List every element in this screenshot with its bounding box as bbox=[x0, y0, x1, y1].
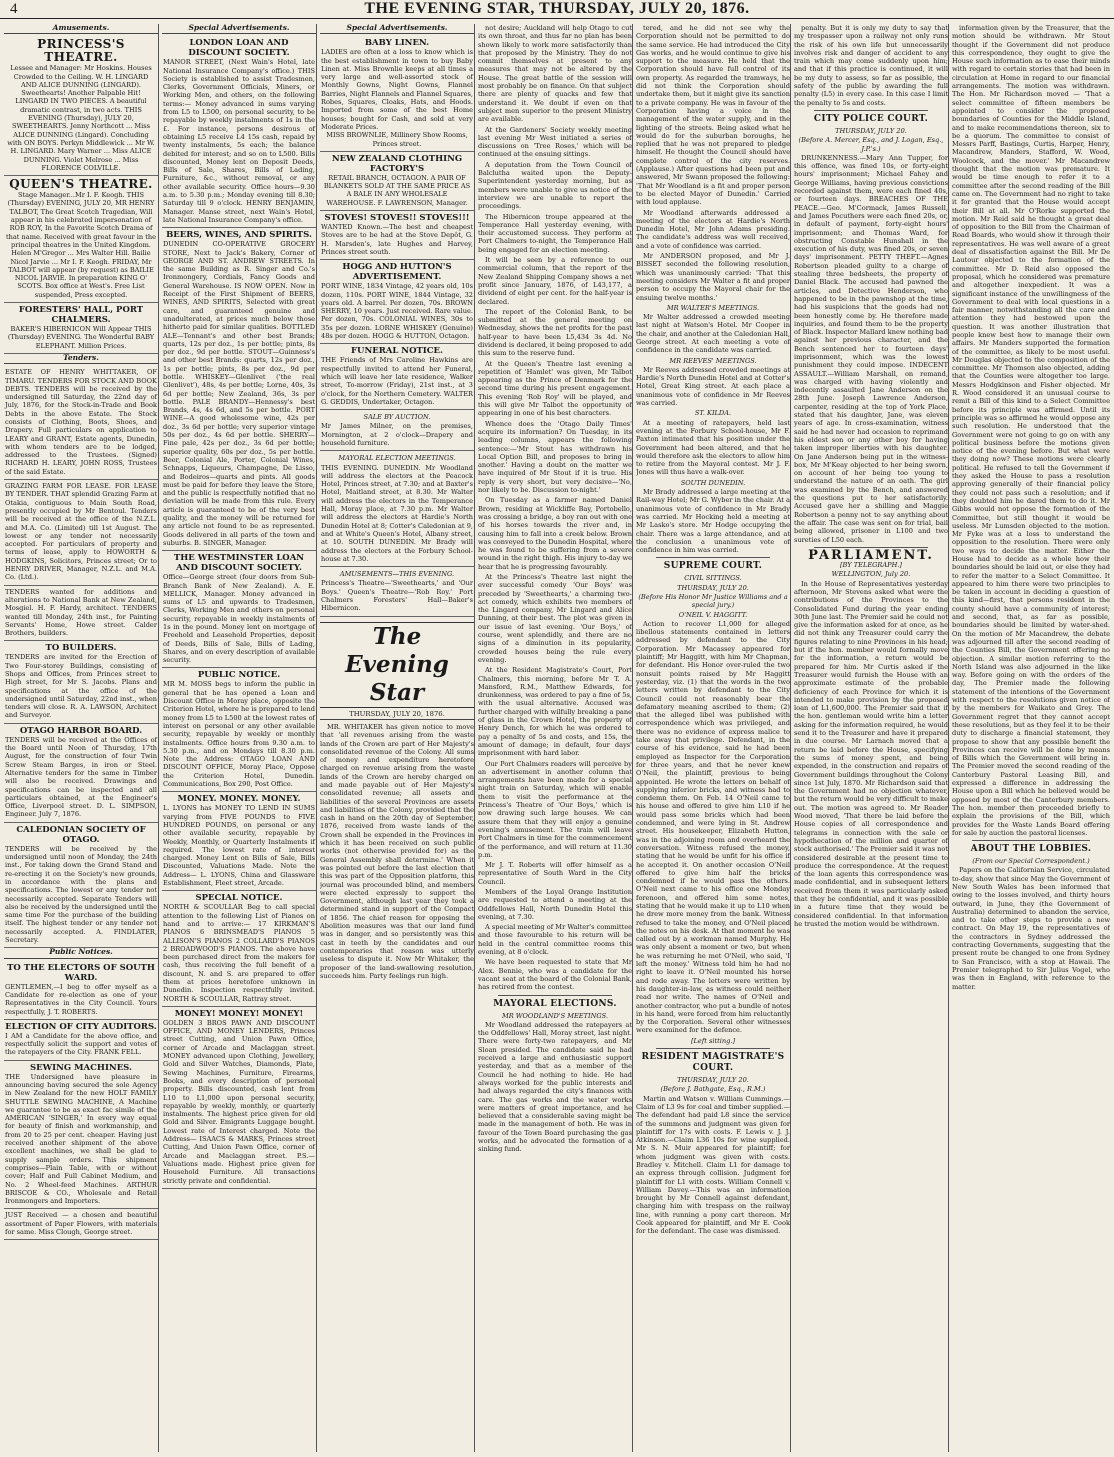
amusements-notice bbox=[320, 567, 474, 616]
ad-title: STOVES! STOVES!! STOVES!!! bbox=[324, 213, 470, 224]
ad-title: PUBLIC NOTICE. bbox=[197, 670, 281, 681]
cooperative-grocery-ad bbox=[162, 228, 316, 551]
whittaker-estate-ad bbox=[4, 366, 158, 480]
caledonian-society-ad bbox=[4, 823, 158, 949]
princess-theatre-ad bbox=[4, 36, 158, 176]
ad-title: SEWING MACHINES. bbox=[30, 1062, 132, 1073]
foresters-hall-ad bbox=[4, 303, 158, 354]
ad-body: Lessee and Manager: Mr Hoskins. Houses Crowded to the Ceiling. W. H. LINGARD AND ALICE DUNNING (LINGARD). Sweethearts! Another Palpable Hit! LINGARD IN TWO PIECES. A beautiful dramatic contrast, in two acts. THIS EVENING (Thursday), JULY 20, SWEETHEARTS. Jenny Northcott ... Miss ALICE DUNNING (Lingard). Concluding with ON BOYS. Perkyn Middlewick ... Mr W. H. LINGARD. Mary Warner ... Miss ALICE DUNNING. Violet Melrose ... Miss FLORENCE COLVILLE. bbox=[7, 64, 155, 172]
sale-by-auction bbox=[320, 410, 474, 451]
ad-title: MONEY! MONEY! MONEY! bbox=[174, 1008, 304, 1019]
ad-title: TO BUILDERS. bbox=[45, 643, 117, 654]
ad-body: TENDERS are invited for the Erection of Two Four-storey Buildings, consisting of Shops and Offices, from Princes street to High street, for Mr S. Jacobs. Plans and specifications at the office of the undersigned until Saturday, 22nd inst., when tenders will close. R. A. LAWSON, Architect and Surveyor. bbox=[5, 653, 157, 720]
westminster-loan-ad bbox=[162, 551, 316, 668]
court-bench: (Before His Honor Mr Justice Williams and a special jury.) bbox=[638, 593, 788, 610]
subheading: ST. KILDA. bbox=[694, 409, 732, 418]
london-loan-ad bbox=[162, 36, 316, 228]
mayoral-meetings-notice bbox=[320, 451, 474, 567]
article-paragraph: The Hibernicon troupe appeared at the Temperance Hall yesterday evening, with their accustomed success. They perform at Port Chalmers to-night, the Temperance Hall being engaged for an election meeting. bbox=[478, 212, 632, 254]
ad-body: Princess's Theatre—'Sweethearts,' and 'Our Boys.' Queen's Theatre—'Rob Roy.' Port Chalmers Foresters' Hall—Baker's Hibernicon. bbox=[321, 579, 473, 613]
ad-title: SPECIAL NOTICE. bbox=[195, 893, 283, 904]
page-number: 4 bbox=[10, 1, 18, 17]
newspaper-columns bbox=[4, 24, 1110, 1452]
article-paragraph: Action to recover L1,000 for alleged libellous statements contained in letters addressed by defendant to the City Corporation. Mr Macassey appeared for plaintiff; Mr Haggitt, with him Mr Chapman, for defendant. His Honor over-ruled the two nonsuit points raised by Mr Haggitt yesterday, viz. (1) that the words in the two letters written by defendant to the City Council could not reasonably bear the defamatory meaning ascribed to them; (2) that the alleged libel was published with correspondence which was privileged, and there was no evidence of express malice to take away that privilege. Defendant, in the course of his evidence, said he had been employed as Inspector for the Corporation for three years, and that he never knew O'Neil, the plaintiff, previous to being appointed. He wrote the letters on behalf of supplying inferior bricks, and witness had to condemn them. On Feb. 14 O'Neil came to his house and offered to give him L10 if he would pass some bricks which had been condemned, and were lying in St. Andrew street. His housekeeper, Elizabeth Hutton, was in the adjoining room and overheard the conversation. Witness refused the money, stating that he would be unfit for his office if he accepted it. On another occasion O'Neil offered to give him half the bricks condemned if he would pass the others. O'Neil next came to his office one Monday forenoon, and offered him some notes, stating that he would make it up to L10 when he drew more money from the bank. Witness refused to take the money, and O'Neil placed the notes on his desk. At that moment he was called out by a workman named Murphy. He was only absent a moment or two, but when he was returning he met O'Neil, who said, 'I left the money.' Witness told him he had no right to leave it. O'Neil mounted his horse and rode away. The letters were written by his daughter-in-law, as witness could neither read nor write. The names of O'Neil and another contractor, who put a bundle of notes in his hand, were forced from him reluctantly by the Corporation. Several other witnesses were examined for the defence. bbox=[636, 619, 790, 1035]
police-court-heading: CITY POLICE COURT. bbox=[813, 113, 929, 124]
article-paragraph: Mr Walter addressed a crowded meeting last night at Watson's Hotel. Mr Cooper in the chair, and another at the Caledonian Hall, George street. At each meeting a vote of confidence in the candidate was carried. bbox=[636, 313, 790, 355]
article-paragraph: Mr Reeves addressed crowded meetings at Hardie's North Dunedin Hotel and at Cotter's Hotel, Great King street. At each place a unanimous vote of confidence in Mr Reeves was carried. bbox=[636, 365, 790, 408]
article-paragraph: At the Queen's Theatre last evening a repetition of 'Hamlet' was given, Mr Talbot appearing as the Prince of Denmark for the second time during his present engagement. This evening 'Rob Roy' will be played, and this will give Mr Talbot the opportunity of appearing in one of his best characters. bbox=[478, 359, 632, 418]
column-4 bbox=[478, 24, 633, 1452]
section-heading-special-2: Special Advertisements. bbox=[320, 24, 474, 34]
divider bbox=[814, 110, 928, 111]
ad-body: RETAIL BRANCH, OCTAGON. A PAIR OF BLANKETS SOLD AT THE SAME PRICE AS A BALE IN ANY WHOLESALE WAREHOUSE. F. LAWRENSON, Manager. bbox=[323, 173, 471, 207]
stoves-ad bbox=[320, 211, 474, 260]
funeral-notice bbox=[320, 344, 474, 410]
about-the-lobbies-heading: ABOUT THE LOBBIES. bbox=[970, 844, 1092, 855]
article-paragraph: Mr Brady addressed a large meeting at the Rail-way Hotel; Mr G. Wyber in the chair. At a unanimous vote of confidence in Mr Brady was carried. Mr Hocking held a meeting at Mr Lasko's store. Mr Hodge occupying the chair. There was a large attendance, and at the conclusion a unanimous vote of confidence in him was carried. bbox=[636, 488, 790, 555]
court-bench: (Before A. Mercer, Esq., and J. Logan, Esq., J.P.'s.) bbox=[798, 136, 944, 153]
mayoral-elections-heading: MAYORAL ELECTIONS. bbox=[493, 998, 617, 1009]
ad-title: BABY LINEN. bbox=[364, 38, 430, 49]
ad-title: NEW ZEALAND CLOTHING FACTORY'S bbox=[331, 153, 463, 174]
subheading: MR REEVES' MEETINGS. bbox=[669, 356, 757, 365]
column-7 bbox=[952, 24, 1110, 1452]
paper-flowers-ad bbox=[4, 1209, 158, 1240]
baby-linen-ad bbox=[320, 36, 474, 152]
builders-ad bbox=[4, 641, 158, 723]
ad-body: L. LYONS has MONEY TO LEND IN SUMS varying from FIVE POUNDS to FIVE HUNDRED POUNDS, on personal or any other available security, repayable by Weekly, Monthly, or Quarterly Instalments if required. The lowest rate of interest charged. Money Lent on Bills of Sale, Bills Discounted, Valuations Made. Note the Address— L. LYONS, China and Glassware Establishment, Fleet street, Arcade. bbox=[163, 804, 315, 888]
column-1 bbox=[4, 24, 159, 1452]
issue-date: THURSDAY, JULY 20, 1876. bbox=[320, 709, 474, 720]
article-paragraph: The report of the Colonial Bank, to be submitted at the general meeting on Wednesday, shows the net profits for the past half-year to have been L5,434 3s 4d. No dividend is declared, it being proposed to add this sum to the reserve fund. bbox=[478, 307, 632, 358]
ad-body: LADIES are often at a loss to know which is the best establishment in town to buy Baby Linen at. Miss Brownlie keeps at all times a very large and well-assorted stock of Monthly Gowns, Night Gowns, Flannel Barries, Night Flannels and Flannel Squares, Robes, Squares, Cloaks, Hats, and Hoods. Imported from some of the best Home houses; bought for Cash, and sold at very Moderate Prices. bbox=[321, 48, 473, 131]
column-3 bbox=[320, 24, 475, 1452]
pianos-ad bbox=[162, 891, 316, 1007]
article-paragraph: At the Resident Magistrate's Court, Port Chalmers, this morning, before Mr T. A. Mansford, R.M., Matthew Edwards, for drunkenness, was ordered to pay a fine of 5s, with the usual alternative. Accused was further charged with wilfully breaking a pane of glass in the Crown Hotel, the property of Henry Dench, for which he was ordered to pay a penalty of 5s and costs, and 15s, the amount of damage; in default, four days' imprisonment with hard labor. bbox=[478, 666, 632, 758]
queens-theatre-ad bbox=[4, 176, 158, 303]
pawn-office-ad bbox=[162, 1007, 316, 1189]
court-date: THURSDAY, JULY 20. bbox=[677, 1076, 749, 1085]
ad-body: WANTED Known.—The best and cheapest Stoves are to be had at the Stove Depôt, G. H. Marsden's, late Hughes and Harvey, Princes street south. bbox=[321, 223, 473, 256]
public-notice-ad bbox=[162, 668, 316, 792]
subheading: CIVIL SITTINGS. bbox=[684, 574, 742, 583]
article-paragraph: We have been requested to state that Mr Alex. Bennie, who was a candidate for the vacant seat at the board of the Colonial Bank, has retired from the contest. bbox=[478, 958, 632, 992]
ad-body: THIS EVENING. DUNEDIN. Mr Woodland will address the electors at the Peacock Hotel, Princes street, at 7.30; and at Baxter's Hotel, Maitland street, at 8.30. Mr Walter will address the electors in the Temperance Hall, Moray place, at 7.30 p.m. Mr Walter will address the electors at Hardie's North Dunedin Hotel at 8; Cotter's Caledonian at 9, and at White's Queen's Hotel, Albany street, at 10. SOUTH DUNEDIN. Mr Brady will address the electors at the Forbury School-house at 7.30. bbox=[321, 463, 473, 563]
ad-body: THE Friends of Mrs Caroline Hawkins are respectfully invited to attend her Funeral, which will leave her late residence, Walker street, To-morrow (Friday), 21st inst., at 3 o'clock, for the Northern Cemetery. WALTER G. GEDDIS, Undertaker, Octagon. bbox=[321, 356, 473, 406]
ad-body: ESTATE OF HENRY WHITTAKER, OF TIMARU. TENDERS FOR STOCK AND BOOK DEBTS. TENDERS will be received by the undersigned till Saturday, the 22nd day of July, 1876, for the Stock-in-Trade and Book Debts in the above Estate. The Stock consists of Clothing, Boots, Shoes, and Drapery. Full particulars on application to LEARY and GRANT, Estate agents, Dunedin, with whom tenders are to be lodged, addressed to the Trustees. (Signed) RICHARD H. LEARY, JOHN ROSS, Trustees of the said Estate. bbox=[5, 368, 157, 476]
ad-body: PORT WINE, 1834 Vintage, 42 years old, 10s dozen, 110s. PORT WINE, 1844 Vintage, 32 years old. A barrel. Per dozen, 70s. BROWN SHERRY, 10 years. Just received. Rare value. Per dozen, 70s. COLONIAL WINES, 30s to 35s per dozen. LORNE WHISKEY (Genuine) 48s per dozen. HOGG & HUTTON, Octagon. bbox=[321, 282, 473, 341]
newspaper-flag: The Evening Star bbox=[320, 622, 474, 708]
ad-body: JUST Received — a chosen and beautiful assortment of Paper Flowers, with materials for same. Miss Clough, George street. bbox=[5, 1211, 157, 1237]
column-5 bbox=[636, 24, 791, 1452]
divider bbox=[498, 995, 612, 996]
ad-title: LONDON LOAN AND DISCOUNT SOCIETY. bbox=[188, 38, 290, 59]
article-paragraph: In the House of Representatives yesterday afternoon, Mr Stevens asked what were the contributions of the Provinces to the Consolidated Fund during the year ending 30th June last. The Premier said he could not give the information asked for at once, as he did not think any Treasurer could carry the figures relating to nine Provinces in his head; but if the hon. member would formally move for the information, a return would be prepared for him. Mr Curtis asked if the Treasurer would furnish the House with an approximate estimate of the probable deficiency of each Province for which it is intended to make provision by the proposed loan of L1,600,000. The Premier said that if the hon. gentleman would write him a letter asking for the information required, he would send it to the Treasurer and have it prepared in due course. Mr Larnach moved that a return be laid before the House, specifying the sums of money spent, and being expended, in the construction and repairs of Government buildings throughout the Colony since 1st July, 1870. Mr Richardson said that the Government had no objection whatever, but the return would be very difficult to make out. The motion was agreed to. Mr Reader Wood moved, 'That there be laid before the House copies of all correspondence and telegrams in connection with the sale or hypothecation of the million and quarter of stock authorised.' The Premier said it was not considered desirable at the present time to produce the correspondence. At the request of the loan agents this correspondence was made confidential, and in subsequent letters received from them it was particularly asked that they be confidential, and it was possible in a future time that they would be considered confidential. In that information he trusted the motion would be withdrawn. bbox=[794, 579, 948, 928]
article-paragraph: DRUNKENNESS.—Mary Ann Tupper, for this offence, was fined 10s, or forty-eight hours' imprisonment; Michael Fahey and George Williams, having previous convictions recorded against them, were each fined 40s, or fourteen days. BREACHES OF THE PEACE.—Geo. M'Cormack, James Russell, and James Pocuthers were each fined 20s, or, in default of payment, forty-eight hours' imprisonment; and Thomas Ward, for obstructing Constable Hunshall in the execution of his duty, was fined 20s, or seven days' imprisonment. PETTY THEFT.—Agnes Robertson pleaded guilty to a charge of stealing three bedsheets, the property of Daniel Black. The accused had pawned the articles, and Detective Henderson, who happened to be in the pawnshop at the time, had his suspicions that the goods had not been honestly come by. He therefore made inquiries, and found them to be the property of Black. Inspector Mallard knew nothing bad against her previous character, and the Bench sentenced her to fourteen days' imprisonment, which was the lowest punishment they could impose. INDECENT ASSAULT.—William Marshall, on remand, was charged with having violently and indecently assaulted Jane Anderson on the 28th June. Joseph Lawrence Anderson, carpenter, residing at the top of York Place, stated that his daughter, Jane, was eleven years of age. In cross-examination, witness said he had never had occasion to reprimand his eldest son or any other boy for having taken improper liberties with his daughter. On Jane Anderson being put in the witness-box, Mr M'Keay objected to her being sworn, on account of her being too young to understand the nature of an oath. The girl was examined by the Bench, and answered the questions put to her satisfactorily. Accused gave her a shilling and Maggie Robertson a penny not to say anything about the affair. The case was sent on for trial, bail being allowed, prisoner in L100 and two sureties of L50 each. bbox=[794, 153, 948, 544]
ad-title: FORESTERS' HALL, PORT CHALMERS. bbox=[18, 305, 144, 326]
ad-body: Mr James Milner, on the premises, Mornington, at 2 o'clock—Drapery and household furniture. bbox=[321, 422, 473, 447]
ad-title: PRINCESS'S THEATRE. bbox=[37, 37, 125, 65]
article-paragraph: Members of the Loyal Orange Institution are requested to attend a meeting at the Oddfellows Hall, North Dunedin Hotel this evening, at 7.30. bbox=[478, 887, 632, 921]
ad-title: THE WESTMINSTER LOAN AND DISCOUNT SOCIETY. bbox=[173, 553, 305, 574]
subheading: (From our Special Correspondent.) bbox=[972, 857, 1090, 866]
supreme-court-heading: SUPREME COURT. bbox=[663, 561, 763, 572]
section-heading-amusements: Amusements. bbox=[4, 24, 158, 34]
article-paragraph: Mr J. T. Roberts will offer himself as a representative of South Ward in the City Council. bbox=[478, 861, 632, 886]
column-6 bbox=[794, 24, 949, 1452]
electors-south-ward-ad bbox=[4, 961, 158, 1020]
dateline: WELLINGTON, July 20. bbox=[831, 570, 911, 579]
court-date: THURSDAY, JULY 20. bbox=[677, 583, 749, 592]
article-paragraph: At a meeting of ratepayers, held last evening at the Forbury School-house, Mr F. Paxton intimated that his position under the Government had been altered, and that he would therefore ask the electors to allow him to retire from the Mayoral contest. Mr J. F. Jones will thus have a walk-over. bbox=[636, 418, 790, 477]
ad-title: QUEEN'S THEATRE. bbox=[9, 177, 153, 192]
ad-body: MR M. MOSS begs to inform the public in general that he has opened a Loan and Discount Office in Moray place, opposite the Criterion Hotel, where he is prepared to lend money from L5 to L500 at the lowest rates of interest on personal or any other available security, repayable by weekly or monthly instalments. Office hours from 9.30 a.m. to 5.30 p.m., and on Mondays till 8.30 p.m. Note the Address: OTAGO LOAN AND DISCOUNT OFFICE, Moray Place, Oppose the Criterion Hotel, Dunedin. Communications, Box 290, Post Office. bbox=[163, 680, 315, 789]
article-paragraph: It will be seen by a reference to our commercial column, that the report of the New Zealand Shipping Company shows a net profit since January, 1876, of L43,177, a dividend of eight per cent. for the half-year is declared. bbox=[478, 256, 632, 306]
masthead bbox=[0, 0, 1114, 19]
article-paragraph: Mr Woodland afterwards addressed a meeting of the electors at Hardie's North Dunedin Hotel, Mr John Adams presiding. The candidate's address was well received, and a vote of confidence was carried. bbox=[636, 208, 790, 250]
article-paragraph: At the Princess's Theatre last night the ever successful comedy 'Our Boys' was preceded by 'Sweethearts,' a charming two-act comedy, which exhibits two members of the Lingard company, Mr Lingard and Alice Dunning, at their best. The plot was given in our issue of last evening. 'Our Boys,' of course, went splendidly, and there are no signs of a diminution in its popularity, crowded houses being the rule every evening. bbox=[478, 573, 632, 664]
article-paragraph: penalty. But it is only my duty to say that my trespasser upon a railway not only runs the risk of his own life but unnecessarily involves risk and danger of accident to any train which may come suddenly upon him; and that if this practice is continued, it will be my duty to assess, so far as possible, the safety of the public by awarding the full penalty (L5) in every case. In this case I limit the penalty to 5s and costs. bbox=[794, 24, 948, 107]
ad-body: BAKER'S HIBERNICON Will Appear THIS (Thursday) EVENING. The Wonderful BABY ELEPHANT. Million Prices. bbox=[7, 325, 155, 350]
court-bench: (Before J. Bathgate, Esq., R.M.) bbox=[660, 1085, 766, 1094]
column-2 bbox=[162, 24, 317, 1452]
divider bbox=[972, 840, 1090, 841]
ad-signature: MISS BROWNLIE, Millinery Show Rooms, Princes street. bbox=[326, 131, 468, 148]
left-sitting-note: [Left sitting.] bbox=[690, 1036, 736, 1045]
sewing-machines-ad bbox=[4, 1061, 158, 1210]
ad-body: THE Undersigned have pleasure in announcing having secured the sole Agency in New Zealand for the new HOLT FAMILY SHUTTLE SEWING MACHINE, A Machine we guarantee to be as exact fac simile of the AMERICAN 'SINGER,' In every way equal for beauty of finish and workmanship, and from 20 to 25 per cent. cheaper. Having just received another shipment of the above excellent machines, we shall be glad to supply sample orders. This shipment comprises—Plain Table, with or without cover; Half and Full Cabinet Medium, and No. 2 Wheel-feed Machines. ARTHUR BRISCOE & CO., Wholesale and Retail Ironmongers and Importers. bbox=[5, 1072, 157, 1206]
article-paragraph: Mr Woodland addressed the ratepayers at the Oddfellows' Hall, Moray street, last night. There were forty-two ratepayers, and Mr Sloan presided. The candidate said he had received a large and enthusiastic support yesterday, and that as a member of the Council he had nothing to hide. He had always worked for the public interests and had always regarded the city's finances with care. The gas works and the water works were matters of great importance, and he believed that a considerable saving might be made in the management of both. He was in favour of the Town Board purchasing the gas works, and he advocated the formation of a sinking fund. bbox=[478, 1020, 632, 1154]
money-lyons-ad bbox=[162, 792, 316, 891]
ad-body: NORTH & SCOULLAR Beg to call special attention to the following List of Pianos on hand and to arrive:— 17 KIRKMAN'S PIANOS 6 BRINSMEAD'S PIANOS 5 ALLISON'S PIANOS 2 COLLARD'S PIANOS 2 BROADWOOD'S PIANOS. The above have been purchased direct from the makers for cash, thus receiving the full benefit of a discount, N. and S. are prepared to offer them at prices heretofore unknown in Dunedin. Inspection respectfully invited. NORTH & SCOULLAR, Rattray street. bbox=[163, 903, 315, 1003]
leading-article: MR. WHITAKER has given notice to move that 'all revenues arising from the waste lands of the Crown are part of Her Majesty's consolidated revenue of the Colony. All sums of money and expenditure heretofore charged on revenue arising from the waste lands of the Crown are hereby charged on and made payable out of Her Majesty's consolidated revenue; all assets and liabilities of the several Provinces are assets and liabilities of the Colony, provided that the cash in hand on the 20th day of September, 1876, received from waste lands of the Crown shall be expended in the Provinces in which it has been received on such public works (not otherwise provided for) as the General Assembly shall determine.' When it was pointed out before the last election that this was part of the Opposition platform, this journal was procounded blind, and members were elected expressly to support the Government, although last year they took a determined stand in support of the Compact of 1856. The chief reason for opposing the Abolition measures was that our land fund was in danger, and so persistently was this cast in teeth by the candidates and our contemporaries that reason was utterly useless to dispute it. Now Mr Whitaker, the proposer of the land-swallowing resolution, succeeds him. Party feelings run high. bbox=[320, 722, 474, 980]
section-heading-tenders: Tenders. bbox=[4, 354, 158, 364]
divider bbox=[656, 557, 770, 558]
ad-title: HOGG AND HUTTON'S ADVERTISEMENT. bbox=[342, 262, 452, 283]
article-paragraph: Martin and Watson v. William Cummings.—Claim of L3 9s for coal and timber supplied.—The defendant had paid L8 since the service of the summons and judgment was given for plaintiff for 17s with costs. F. Lewis v. J. J. Atkinson.—Claim L36 10s for wine supplied. Mr S. N. Muir appeared for plaintiff; for whom judgment was given with costs. Bradley v. Mitchell. Claim L1 for damage to an express through collision. Judgment for plaintiff for L1 with costs. William Connell v. William Davey.—This was an information brought by Mr Connell against defendant, charging him with trespass on the railway line, with running a pony cart thereon. Mr Cook appeared for plaintiff, and Mr E. Cook for the defendant. The case was dismissed. bbox=[636, 1094, 790, 1236]
ad-body: Office—George street (four doors from Sub-Branch Bank of New Zealand). A. E. MELLICK, Manager. Money advanced in sums of L5 and upwards to Tradesmen, Clerks, Working Men and others on personal security, repayable in weekly instalments of 1s in the pound. Money lent on mortgage of Freehold and Leasehold Properties, deposit of Deeds, Bills of Sale, Bills of Lading, Shares, and on every description of available security. bbox=[163, 573, 315, 665]
city-auditors-ad bbox=[4, 1020, 158, 1061]
ad-title: BEERS, WINES, AND SPIRITS. bbox=[166, 230, 312, 241]
article-paragraph: information given by the Treasurer, that the motion should be withdrawn. Mr Stout thought if the Government did not produce this correspondence, they ought to give the House such information as to ease their minds with regard to certain stories that had been in circulation at Home in regard to our financial arrangements. The motion was withdrawn. The Hon. Mr Richardson moved — 'That a select committee of fifteen members be appointed to consider the proposed boundaries of Counties for the Middle Island, and to make recommendations thereon, six to be a quorum. The committee to consist of Messrs Parff, Bastings, Curtis, Harper, Henry, Macandrew, Manders, Stafford, W. Wood, Woolcock, and the mover.' Mr Macandrew thought that the motion was premature. It would be time enough to refer it to a committee after the second reading of the Bill came on. The Government had no right to take it for granted that the House would accept their Bill at all. Mr O'Rorke supported the motion. Mr Reid said he thought a great deal of opposition to the Bill from the Chairman of Road Boards, who would show it through their representatives. He was well aware of a great deal of dissatisfaction against the Bill. Mr De Lautour objected to the formation of the committee. Mr D. Reid also opposed the proposal, which he considered was premature and altogether inexpedient. It was a significant instance of the unwillingness of the Government to deal with local questions in a fair manner, notwithstanding all the care and attention they had bestowed upon the question. It was another illustration that people knew best how to manage their own affairs. Mr Manders supported the formation of the committee, as likely to be most useful. Mr Douglas objected to the composition of the committee. Mr Thomson also objected, adding that the Counties were altogether too large. Messrs Hodgkinson and Fisher objected. Mr R. Wood considered it an unusual course to remit a Bill of this kind to a Select Committee before its principle was affirmed. Until its principle was so affirmed he would oppose any such resolution. He understood that the Government were not going to go on with any political business before the motions given notice of the evening before. But what were they doing now? These motions were clearly political. He refused to tell the Government if they asked the House to pass a resolution approving generally of their financial policy they could not pass such a resolution; and if they doubted him he dared them to do it. Mr Gibbs would not oppose the formation of the Committee, but still thought it would be useless. Mr Lumsden objected to the motion. Mr Fyke was at a loss to understand the opposition to the resolution. There were only two ways to decide the matter. Either the House had to decide as a whole how their boundaries should be laid out, or else they had to refer the matter to a Select Committee. It appeared to him there were two principles to be taken in account in deciding a question of this kind—first, that persons resident in the county should have a community of interest; and second, that, as far as possible, boundaries should be limited by water-shed. On the motion of Mr Macandrew, the debate was adjourned till after the second reading of the Counties Bill, the Government offering no objection. A similar motion referring to the North Island was also adjourned in the like way. Before going on with the orders of the day, The Premier made the following statement of the intentions of the Government with respect to the resolutions given notice of by the members for Waikato and Grey. The Government regret that they cannot accept these resolutions, but as they feel it to be their duty to discharge a financial statement, they propose to show that any possible benefit the Provinces can receive will be done by means of Bills which the Government will bring in. The Premier moved the second reading of the Canterbury Pastoral Leasing Bill, and expressed a difference in addressing the House upon a Bill which he believed would be opposed by most of the Canterbury members. The hon. member then proceeded briefly to explain the provisions of the Bill, which provides for the Waste Lands Board offering for sale by auction the pastoral licenses. bbox=[952, 24, 1110, 837]
ad-body: TENDERS will be received by the undersigned until noon of Monday, the 24th inst., For taking down the Grand Stand and re-erecting it on the Society's new grounds, in accordance with the plans and specifications. The lowest or any tender not necessarily accepted. Separate Tenders will also be received by the undersigned until the same time For the purchase of the building itself. The highest tender or any tender not necessarily accepted. A. FINDLATER, Secretary. bbox=[5, 844, 157, 945]
ad-body: MANOR STREET, (Next Wain's Hotel, late National Insurance Company's office.) THIS Society is established to assist Tradesmen, Clerks, Government Officials, Miners, or Working Men, and others, on the following terms:— Money advanced in sums varying from L5 to L500, on personal security, to be repayable by weekly instalments of 1s in the £. For instance, persons desirous of obtaining L5 receive L4 15s cash, repaid by twenty instalments, 5s each; the balance debited for interest; and so on to L500. Bills discounted, Money lent on Deposit Deeds, Bills of Sale, Shares, Bills of Lading, Furniture, &c., without removal, or any other available security. Office hours—9.30 a.m. to 5.30 p.m.; Monday evening till 8.30; Saturday till 9 o'clock. HENRY BENJAMIN, Manager. Manse street, next Wain's Hotel, late National Insurance Company's office. bbox=[163, 58, 315, 224]
article-paragraph: not desire; Auckland will help Otago to cut its own throat, and thus far no plan has been shown likely to work more satisfactorily than that proposed by the Ministry. They do not commit themselves at present to any measures that may not be altered by the House. The great battle of the session will most probably be on finance. On that subject there are plenty of quacks and few that understand it. We doubt if even on that subject men superior to the present Ministry are available. bbox=[478, 24, 632, 124]
hogg-hutton-ad bbox=[320, 260, 474, 344]
ad-title: MAYORAL ELECTION MEETINGS. bbox=[338, 454, 456, 463]
ad-body: TENDERS will be received at the Offices of the Board until Noon of Thursday, 17th August, for the construction of four Twin Screw Steam Barges, in iron or Steel. Alternative tenders for the same in Timber will also be received. Drawings and specifications can be inspected and all particulars obtained, at the Engineer's Office, Liverpool street. D. L. SIMPSON, Engineer. July 7, 1876. bbox=[5, 735, 157, 819]
subheading: MR WALTER'S MEETINGS. bbox=[666, 303, 760, 312]
section-heading-special: Special Advertisements. bbox=[162, 24, 316, 34]
section-heading-public-notices: Public Notices. bbox=[4, 948, 158, 958]
divider bbox=[656, 1048, 770, 1049]
ad-title: OTAGO HARBOR BOARD. bbox=[19, 725, 143, 736]
ad-body: GRAZING FARM FOR LEASE. FOR LEASE BY TENDER. THAT splendid Grazing Farm at Otakia, contiguous to Main South Road, presently occupied by Mr Bentoul. Tenders will be received at the office of the N.Z.L. and M.A. Co. (Limited) till 1st August. The lowest or any tender not necessarily accepted. For particulars of property and terms of lease, apply to HOWORTH & HODGKINS, Solicitors, Princes street; Or to HENRY DRIVER, Manager, N.Z.L. and M.A. Co. (Ltd.). bbox=[5, 482, 157, 582]
ad-title: SALE BY AUCTION. bbox=[363, 413, 431, 422]
ad-body: TENDERS wanted for additions and alterations to National Bank at New Zealand, Mosgiel. H. F. Hardy, architect. TENDERS wanted till Monday, 24th inst., for Painting Servants' Home, Howe street. Calder Brothers, builders. bbox=[5, 587, 157, 638]
tenders-misc-ad bbox=[4, 586, 158, 642]
ad-body: Stage Manager...Mr I. F. Keogh. THIS (Thursday) EVENING, JULY 20, MR HENRY TALBOT, The Great Scotch Tragedian, Will appear in his celebrated impersonation of ROB ROY, In the Favorite Scotch Drama of that name. Received with great favour in the principal theatres in the United Kingdom. Helen M'Gregor ... Mrs Walter Hill. Bailie Nicol Jarvie ... Mr I. F. Keogh. FRIDAY, Mr TALBOT will appear (by request) as BAILIE NICOL JARVIE. In preparation KING O' SCOTS. Box office at West's. Free List suspended, Press excepted. bbox=[5, 191, 157, 299]
ad-title: MONEY. MONEY. MONEY. bbox=[177, 794, 301, 805]
article-paragraph: At the Gardeners' Society weekly meeting last evening Mr West initiated a series of discussions on 'Tree Roses,' which will be continued at the ensuing sittings. bbox=[478, 125, 632, 159]
article-paragraph: Whence does the 'Otago Daily Times' acquire its information? On Tuesday, in its leading columns, appears the following sentence:—'Mr Stout has withdrawn his Local Option Bill, and proposes to bring in another.' Having a doubt on the matter we have inquired of Mr Stout if it is true. His reply is very short, but very decisive—'No, nor likely to be. Discussion to-night.' bbox=[478, 419, 632, 495]
masthead-title: THE EVENING STAR, THURSDAY, JULY 20, 1876. bbox=[364, 0, 750, 17]
article-paragraph: Papers on the Californian Service, circulated to-day, show that since May the Government of New South Wales has been informed that owing to the losses involved, and thirty hours outward, in June, they (the Government of Australia) determined to abandon the service, and to take other steps to provide a new contract. On May 19, the representatives of the contractors in Sydney addressed the contracting Governments, suggesting that the present route be changed to one from Sydney to San Francisco, with a stop at Hawaii. The Premier telegraphed to Sir Julius Vogel, who was then in England, with reference to the matter. bbox=[952, 866, 1110, 991]
ad-title: TO THE ELECTORS OF SOUTH WARD. bbox=[7, 962, 155, 983]
article-paragraph: tered, and he did not see why the Corporation should not be permitted to do the same service. He had introduced the City Gas works, and he would continue to give his support to the measure. He held that the Corporation should have full control of its own property. As regarded the tramways, he did not think the Corporation should undertake them, but it might give its sanction to a private company. He was in favour of the Corporation having a voice in the management of the water supply, and in the lighting of the streets. Being asked what he would do for the suburban boroughs, he replied that he was not prepared to pledge himself. He thought the Council should have complete control of the city reserves. (Applause.) After questions had been put and answered, Mr Swann proposed the following: 'That Mr Woodland is a fit and proper person to be elected Mayor of Dunedin.' Carried with loud applause. bbox=[636, 24, 790, 207]
subheading: SOUTH DUNEDIN. bbox=[680, 478, 746, 487]
rm-court-heading: RESIDENT MAGISTRATE'S COURT. bbox=[641, 1052, 785, 1074]
ad-body: DUNEDIN CO-OPERATIVE GROCERY STORE, Next to Jack's Bakery, Corner of GEORGE AND ST. ANDREW STREETS. In the same Building as R. Singer and Co.'s Ironmongery, Cordials, Fancy Goods and General Warehouse. IS NOW OPEN. Now in Receipt of the First Shipment of BEERS, WINES, AND SPIRITS, Selected with great care, and guaranteed genuine and unadulterated, at prices much below those hitherto paid for similar qualities. BOTTLED ALE—Tennant's and other best Brands; quarts, 12s per doz., 1s per bottle; pints, 8s per doz., 9d per bottle. STOUT—Guinness's and other best Brands: quarts, 12s per doz., 1s per bottle; pints, 8s per doz., 9d per bottle. WHISKEY—Glenlivet ('the real Glenlivet'), 48s, 4s per bottle; Lorne, 40s, 3s 6d per bottle; New Zealand, 36s, 3s per bottle. PALE BRANDY—Hennessy's best Brands, 4s, 4s 6d, and 5s per bottle. PORT WINE—A good wholesome wine, 42s per doz., 3s 6d per bottle; very superior vintage 50s per doz., 4s 6d per bottle. SHERRY—Fine pale, 42s per doz., 3s 6d per bottle; superior quality, 60s per doz., 5s per bottle. Beer, Colonial Ale, Porter, Colonial Wines, Schnapps, Liqueurs, Champagne, De Lisso, and Bodeiros—quarts and pints. All goods must be paid for before they leave the Store, and the public is respectfully notified that no deviation will be made from this rule. Every article is guaranteed to be of the very best quality, and the money will be returned for any article not found to be as represented. Goods delivered in all parts of the town and suburbs. B. SINGER, Manager. bbox=[163, 240, 315, 547]
article-paragraph: On Tuesday as a farmer named Daniel Brown, residing at Wickliffe Bay, Portobello, was crossing a bridge, a boy ran out with one of his horses towards the river and, in causing him to fall into a creek below. Brown was conveyed to the Dunedin Hospital, where he was found to be suffering from a severe wound in the right thigh. His injury to-day we hear that he is progressing favourably. bbox=[478, 496, 632, 571]
ad-title: FUNERAL NOTICE. bbox=[351, 346, 443, 357]
article-paragraph: Our Port Chalmers readers will perceive by an advertisement in another column that arrangements have been made for a special night train on Saturday, which will enable them to visit the performance at the Princess's Theatre of 'Our Boys,' which is now drawing such large houses. We can assure them that they will enjoy a genuine evening's amusement. The train will leave Port Chalmers in time for the commencement of the performance, and will return at 11.30 p.m. bbox=[478, 759, 632, 859]
ad-body: I AM a Candidate for the above office, and respectfully solicit the support and votes of the ratepayers of the City. FRANK FELL. bbox=[5, 1031, 157, 1057]
grazing-farm-ad bbox=[4, 480, 158, 586]
case-title: O'NEIL V. HAGGITT. bbox=[678, 610, 748, 619]
ad-body: GENTLEMEN,—I beg to offer myself as a Candidate for re-election as one of your Representatives in the City Council. Yours respectfully, J. T. ROBERTS. bbox=[5, 982, 157, 1016]
subheading: [BY TELEGRAPH.] bbox=[839, 561, 902, 570]
article-paragraph: A special meeting of Mr Walter's committee and those favourable to his return will be held in the central committee rooms this evening, at 8 o'clock. bbox=[478, 923, 632, 957]
ad-title: CALEDONIAN SOCIETY OF OTAGO. bbox=[16, 824, 146, 845]
ad-title: AMUSEMENTS—THIS EVENING. bbox=[339, 570, 455, 579]
subheading: MR WOODLAND'S MEETINGS. bbox=[501, 1011, 609, 1020]
court-date: THURSDAY, JULY 20. bbox=[835, 126, 907, 135]
clothing-factory-ad bbox=[320, 152, 474, 211]
article-paragraph: A deputation from the Town Council of Balclutha waited upon the Deputy-Superintendent yesterday morning, but as members were unable to give us notice of the interview we are unable to report the proceedings. bbox=[478, 160, 632, 211]
ad-title: ELECTION OF CITY AUDITORS. bbox=[5, 1021, 157, 1032]
parliament-heading: PARLIAMENT. bbox=[808, 547, 934, 563]
harbor-board-ad bbox=[4, 724, 158, 823]
article-paragraph: Mr ANDERSON proposed, and Mr J. BISSET seconded the following resolution, which was unanimously carried: 'That this meeting considers Mr Walter a fit and proper person to occupy the Mayoral chair for the ensuing twelve months.' bbox=[636, 252, 790, 302]
ad-body: GOLDEN 3 BROS PAWN AND DISCOUNT OFFICE, AND MONEY LENDERS, Princes street Cutting, and Union Pawn Office, corner of Arcade and Maclaggan street. MONEY advanced upon Clothing, Jewellery, Gold and Silver Watches, Diamonds, Plate, Sewing Machines, Furniture, Firearms, Books, and every description of personal property. Bills discounted, cash lent from L10 to L1,000 upon personal security, repayable by weekly, monthly, or quarterly instalments. The highest price given for old Gold and Silver. Emigrants Luggage bought. Lowest rate of Interest charged. Note the Address— ISAACS & MARKS, Princes street Cutting, And Union Pawn Office, corner of Arcade and Maclaggan street. P.S.—Valuations made. Highest price given for Household Furniture. All transactions strictly private and confidential. bbox=[163, 1018, 315, 1185]
